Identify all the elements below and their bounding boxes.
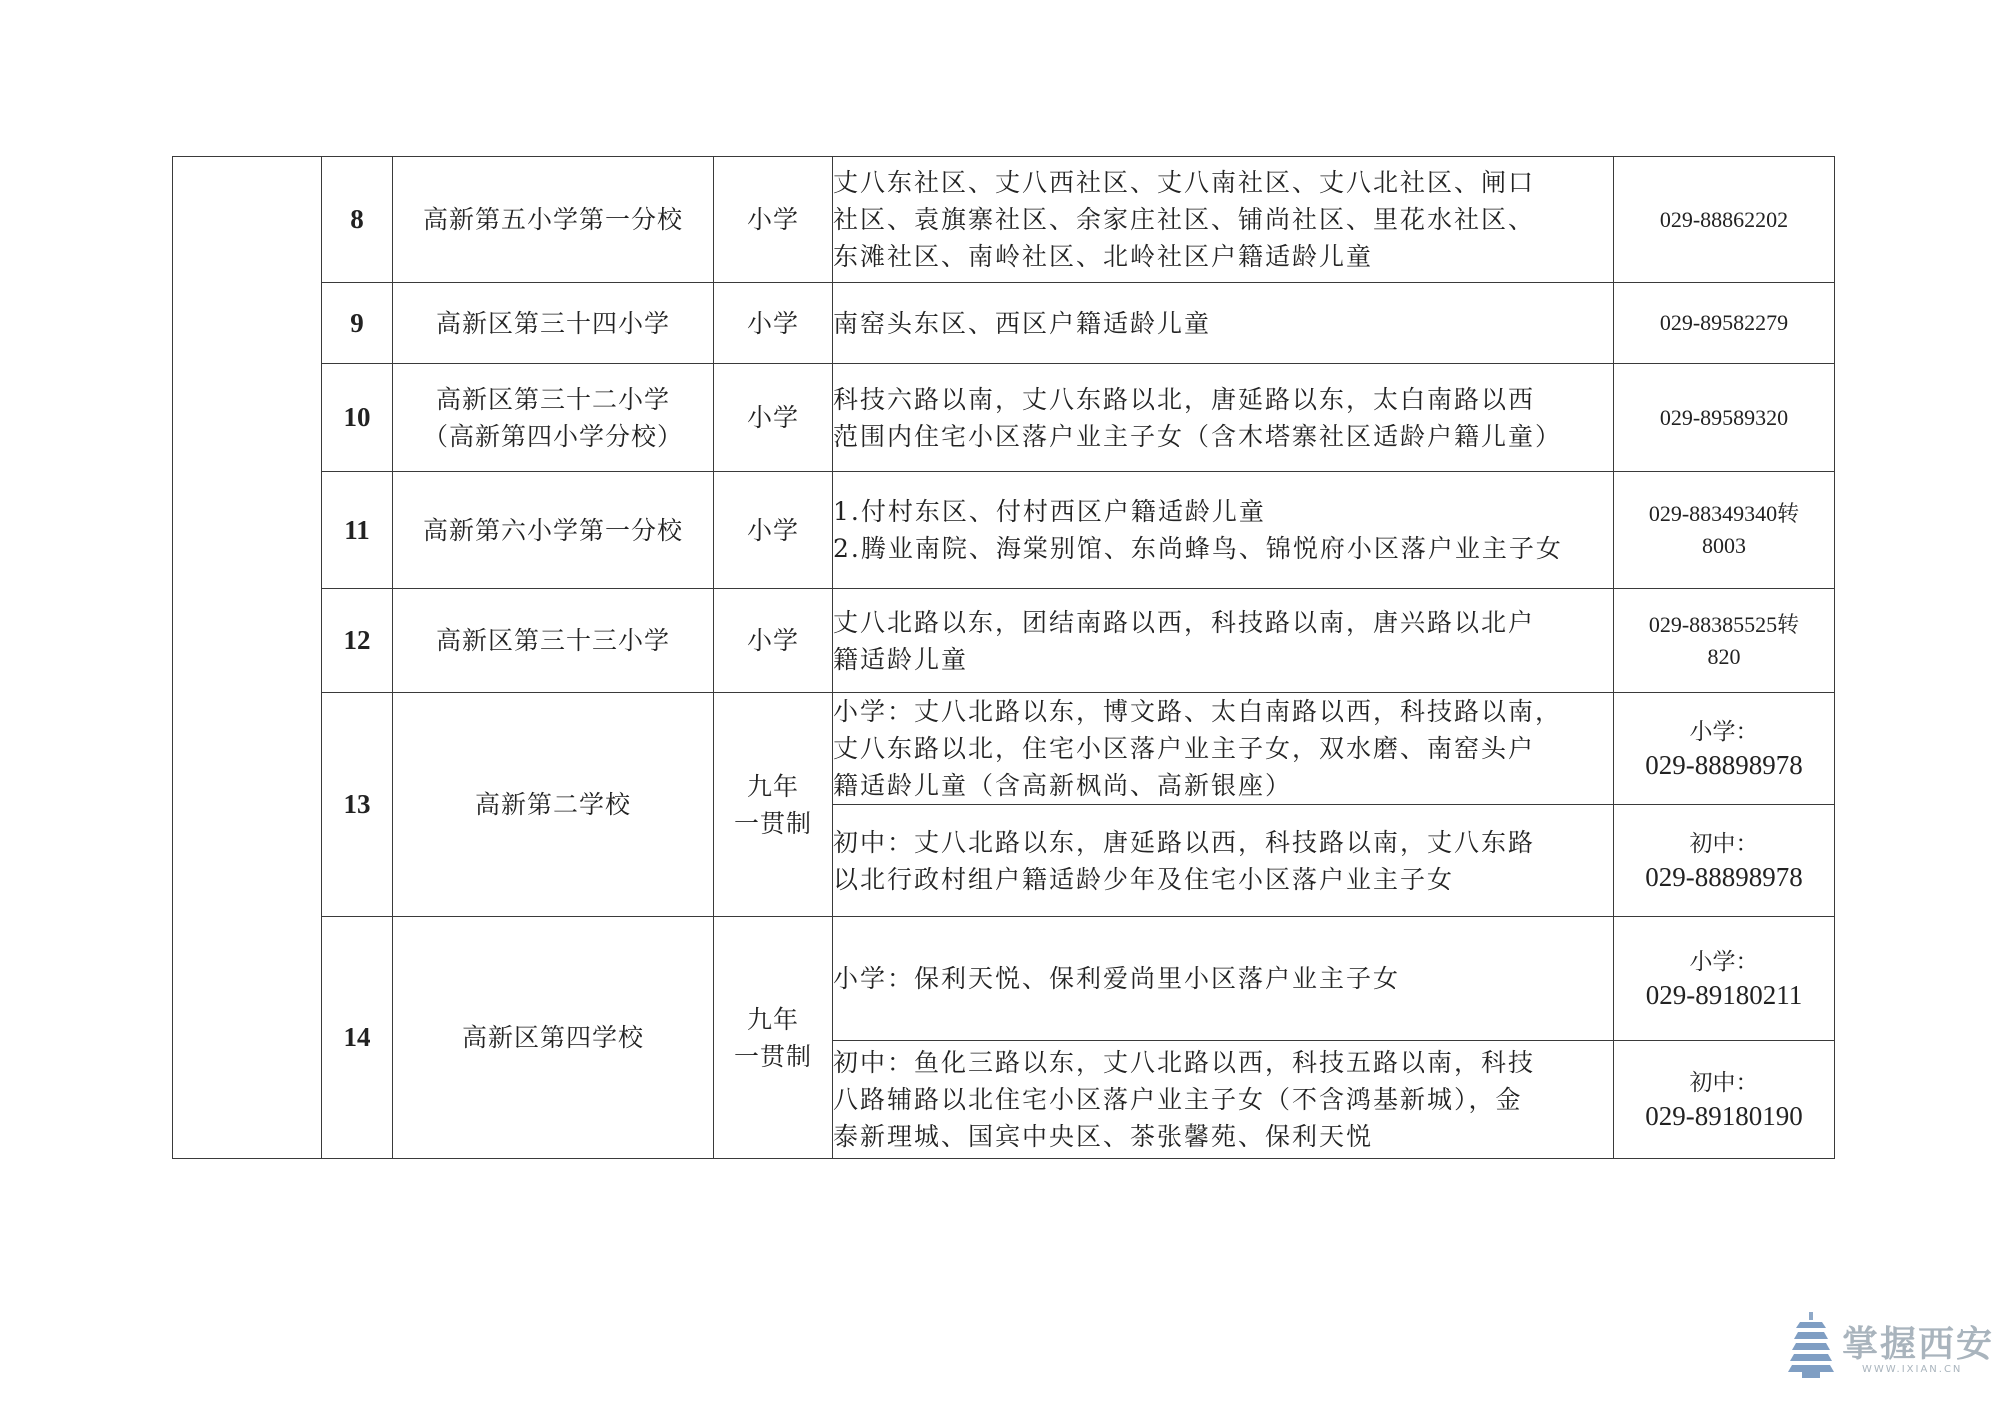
school-name: 高新第六小学第一分校 bbox=[393, 472, 714, 589]
watermark-url: WWW.IXIAN.CN bbox=[1862, 1364, 1963, 1375]
table-row bbox=[173, 157, 1835, 283]
enrollment-area: 丈八北路以东，团结南路以西，科技路以南，唐兴路以北户 籍适龄儿童 bbox=[833, 589, 1614, 693]
contact-phone: 029-89589320 bbox=[1614, 364, 1835, 472]
pagoda-icon bbox=[1788, 1312, 1834, 1378]
row-number: 10 bbox=[322, 364, 393, 472]
school-type: 小学 bbox=[714, 472, 833, 589]
school-type: 小学 bbox=[714, 157, 833, 283]
contact-phone-primary: 小学： 029-89180211 bbox=[1614, 917, 1835, 1041]
school-type: 小学 bbox=[714, 283, 833, 364]
school-name: 高新区第三十四小学 bbox=[393, 283, 714, 364]
row-number: 8 bbox=[322, 157, 393, 283]
school-type: 九年 一贯制 bbox=[714, 693, 833, 917]
enrollment-area-primary: 小学：保利天悦、保利爱尚里小区落户业主子女 bbox=[833, 917, 1614, 1041]
school-type: 小学 bbox=[714, 364, 833, 472]
enrollment-area: 1.付村东区、付村西区户籍适龄儿童 2.腾业南院、海棠别馆、东尚蜂鸟、锦悦府小区落户业主子女 bbox=[833, 472, 1614, 589]
contact-phone: 029-89582279 bbox=[1614, 283, 1835, 364]
row-number: 11 bbox=[322, 472, 393, 589]
contact-phone: 029-88385525转 820 bbox=[1614, 589, 1835, 693]
row-number: 12 bbox=[322, 589, 393, 693]
school-district-table bbox=[172, 156, 1835, 1159]
enrollment-area-primary: 小学：丈八北路以东，博文路、太白南路以西，科技路以南， 丈八东路以北，住宅小区落户业主子女，双水磨、南窑头户 籍适龄儿童（含高新枫尚、高新银座） bbox=[833, 693, 1614, 805]
contact-phone: 029-88349340转 8003 bbox=[1614, 472, 1835, 589]
enrollment-area: 科技六路以南，丈八东路以北，唐延路以东，太白南路以西 范围内住宅小区落户业主子女（含木塔寨社区适龄户籍儿童） bbox=[833, 364, 1614, 472]
row-number: 13 bbox=[322, 693, 393, 917]
blank-column-cell bbox=[173, 157, 322, 1159]
school-name: 高新第二学校 bbox=[393, 693, 714, 917]
school-name: 高新区第三十三小学 bbox=[393, 589, 714, 693]
enrollment-area-junior: 初中：鱼化三路以东，丈八北路以西，科技五路以南，科技 八路辅路以北住宅小区落户业主子女（不含鸿基新城），金 泰新理城、国宾中央区、茶张馨苑、保利天悦 bbox=[833, 1041, 1614, 1159]
school-type: 小学 bbox=[714, 589, 833, 693]
table-row bbox=[173, 472, 1835, 589]
site-watermark bbox=[1788, 1310, 1995, 1380]
row-number: 14 bbox=[322, 917, 393, 1159]
school-name: 高新区第四学校 bbox=[393, 917, 714, 1159]
enrollment-area: 丈八东社区、丈八西社区、丈八南社区、丈八北社区、闸口 社区、袁旗寨社区、余家庄社区、铺尚社区、里花水社区、 东滩社区、南岭社区、北岭社区户籍适龄儿童 bbox=[833, 157, 1614, 283]
enrollment-area: 南窑头东区、西区户籍适龄儿童 bbox=[833, 283, 1614, 364]
school-name: 高新区第三十二小学 （高新第四小学分校） bbox=[393, 364, 714, 472]
table-row bbox=[173, 917, 1835, 1041]
school-type: 九年 一贯制 bbox=[714, 917, 833, 1159]
table-row bbox=[173, 589, 1835, 693]
table-row bbox=[173, 364, 1835, 472]
table-row bbox=[173, 283, 1835, 364]
contact-phone-junior: 初中： 029-89180190 bbox=[1614, 1041, 1835, 1159]
contact-phone: 029-88862202 bbox=[1614, 157, 1835, 283]
contact-phone-junior: 初中： 029-88898978 bbox=[1614, 805, 1835, 917]
school-name: 高新第五小学第一分校 bbox=[393, 157, 714, 283]
enrollment-area-junior: 初中：丈八北路以东，唐延路以西，科技路以南，丈八东路 以北行政村组户籍适龄少年及住宅小区落户业主子女 bbox=[833, 805, 1614, 917]
watermark-text: 掌握西安 bbox=[1842, 1323, 1995, 1365]
table-row bbox=[173, 693, 1835, 805]
contact-phone-primary: 小学： 029-88898978 bbox=[1614, 693, 1835, 805]
row-number: 9 bbox=[322, 283, 393, 364]
